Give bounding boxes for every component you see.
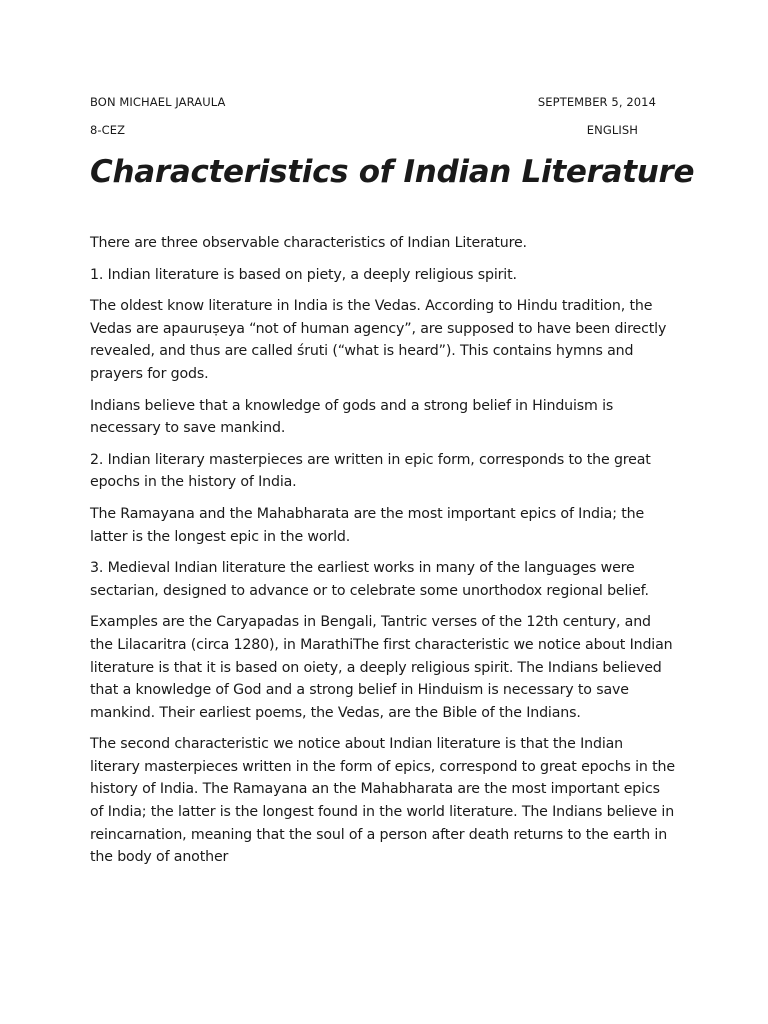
paragraph-point-1: 1. Indian literature is based on piety, a deeply religious spirit. bbox=[90, 266, 517, 283]
document-date: SEPTEMBER 5, 2014 bbox=[537, 95, 656, 109]
class-section: 8-CEZ bbox=[90, 123, 126, 137]
subject-name: ENGLISH bbox=[586, 123, 638, 137]
paragraph-point-3: 3. Medieval Indian literature the earliest works in many of the languages were sectarian, designed to advance or to celebrate some unorthodox regional belief. bbox=[90, 560, 649, 599]
paragraph-intro: There are three observable characteristics of Indian Literature. bbox=[90, 235, 527, 251]
paragraph-point-2: 2. Indian literary masterpieces are written in epic form, corresponds to the great epochs in the history of India. bbox=[90, 451, 651, 491]
paragraph-examples: Examples are the Caryapadas in Bengali, Tantric verses of the 12th century, and the Lilacaritra (circa 1280), in MarathiThe first characteristic we notice about Indian literature is that it is based on oiety, a deeply religious spirit. The Indians believed that a knowledge of God and a strong belief in Hinduism is necessary to save mankind. Their earliest poems, the Vedas, are the Bible of the Indians. bbox=[90, 614, 673, 721]
author-name: BON MICHAEL JARAULA bbox=[90, 95, 226, 109]
paragraph-epics: The Ramayana and the Mahabharata are the most important epics of India; the latter is the longest epic in the world. bbox=[90, 505, 645, 545]
document-body bbox=[90, 232, 675, 878]
header-row-2 bbox=[90, 123, 638, 137]
paragraph-vedas: The oldest know literature in India is the Vedas. According to Hindu tradition, the Vedas are apauruṣeya “not of human agency”, are supposed to have been directly revealed, and thus are called śruti (“what is heard”). This contains hymns and prayers for gods. bbox=[90, 298, 667, 382]
document-title: Characteristics of Indian Literature bbox=[90, 154, 695, 190]
paragraph-belief: Indians believe that a knowledge of gods and a strong belief in Hinduism is necessary to save mankind. bbox=[90, 397, 614, 437]
header-row-1 bbox=[90, 95, 656, 109]
paragraph-second-characteristic: The second characteristic we notice about Indian literature is that the Indian literary masterpieces written in the form of epics, correspond to great epochs in the history of India. The Ramayana an the Mahabharata are the most important epics of India; the latter is the longest found in the world literature. The Indians believe in reincarnation, meaning that the soul of a person after death returns to the earth in the body of another bbox=[90, 736, 675, 866]
